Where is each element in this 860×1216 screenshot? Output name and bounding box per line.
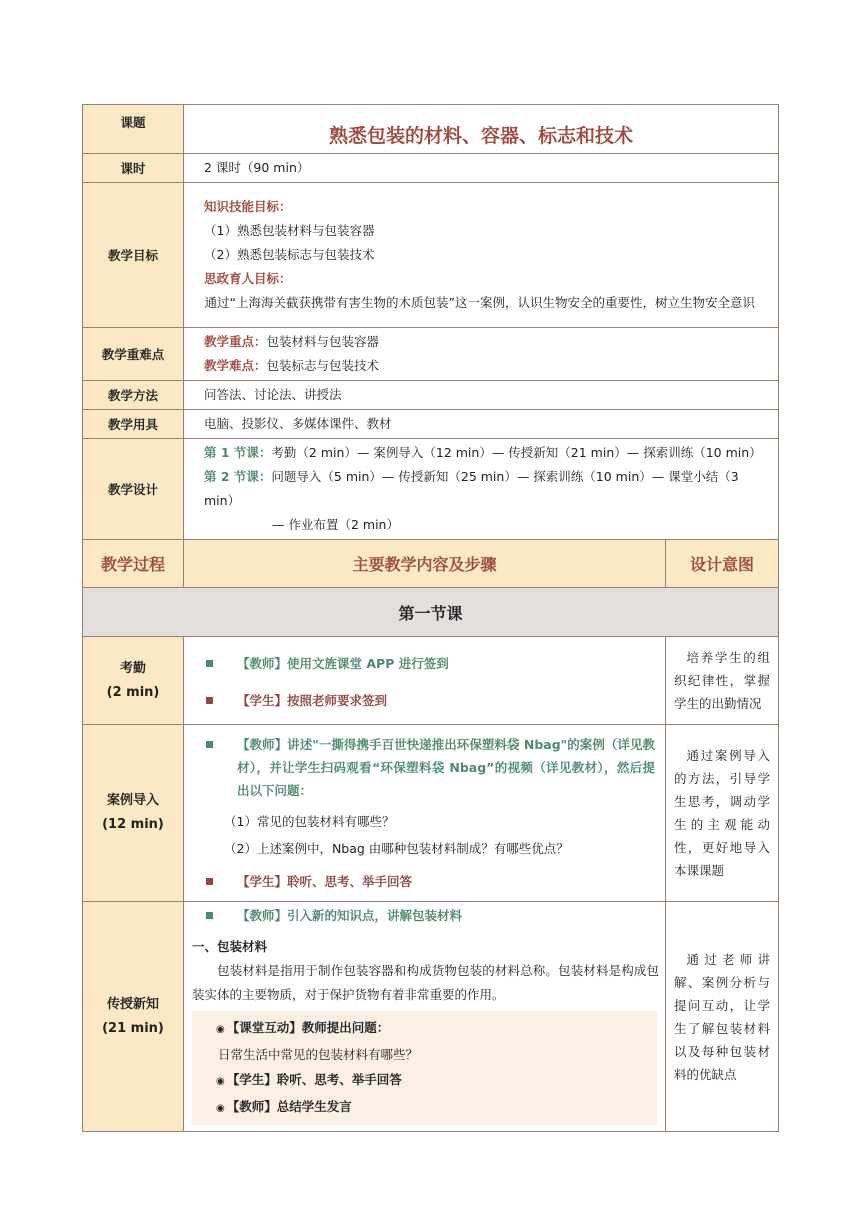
difficult-point-value: 包装标志与包装技术 bbox=[266, 358, 380, 373]
student-step bbox=[184, 870, 665, 893]
design-intent: 通过老师讲解、案例分析与提问互动，让学生了解包装材料以及每种包装材料的优缺点 bbox=[666, 902, 779, 1132]
difficult-point-label: 教学难点： bbox=[204, 358, 267, 373]
stage-label bbox=[83, 902, 184, 1132]
tools-label: 教学用具 bbox=[83, 410, 184, 439]
content-col-header: 主要教学内容及步骤 bbox=[184, 540, 666, 588]
ideology-heading: 思政育人目标： bbox=[204, 271, 292, 286]
stage-name: 考勤 bbox=[119, 660, 146, 676]
circle-bullet-icon: ◉ bbox=[216, 1076, 225, 1087]
student-step-text: 【学生】按照老师要求签到 bbox=[237, 692, 388, 708]
method-row bbox=[83, 381, 779, 410]
design-row bbox=[83, 439, 779, 540]
process-col-header: 教学过程 bbox=[83, 540, 184, 588]
student-step bbox=[184, 689, 665, 712]
design-label: 教学设计 bbox=[83, 439, 184, 540]
teacher-step bbox=[184, 733, 665, 802]
stage-row-attendance bbox=[83, 637, 779, 725]
lesson-plan-table bbox=[82, 104, 779, 1132]
lesson2-label: 第 2 节课： bbox=[204, 469, 272, 484]
stage-label bbox=[83, 637, 184, 725]
stage-content bbox=[184, 725, 666, 902]
goals-label: 教学目标 bbox=[83, 183, 184, 328]
interaction-question: 日常生活中常见的包装材料有哪些？ bbox=[218, 1047, 419, 1062]
tools-row bbox=[83, 410, 779, 439]
key-point-value: 包装材料与包装容器 bbox=[266, 334, 380, 349]
difficulty-content bbox=[184, 328, 779, 381]
difficulty-label: 教学重难点 bbox=[83, 328, 184, 381]
section-row bbox=[83, 588, 779, 637]
interaction-box bbox=[192, 1011, 657, 1125]
lesson2-value-cont: — 作业布置（2 min） bbox=[272, 517, 399, 532]
square-bullet-icon bbox=[206, 660, 213, 667]
lesson2-value: 问题导入（5 min）— 传授新知（25 min）— 探索训练（10 min）— 课堂小结（3 min） bbox=[204, 469, 739, 508]
knowledge-heading: 知识技能目标： bbox=[204, 199, 292, 214]
teacher-step-text: 【教师】讲述"一撕得携手百世快递推出环保塑料袋 Nbag"的案例（详见教材），并让学生扫码观看“环保塑料袋 Nbag”的视频（详见教材），然后提出以下问题： bbox=[237, 737, 655, 798]
teacher-step bbox=[184, 652, 665, 675]
knowledge-item: （2）熟悉包装标志与包装技术 bbox=[204, 247, 375, 262]
stage-content bbox=[184, 637, 666, 725]
teacher-step-text: 【教师】使用文旌课堂 APP 进行签到 bbox=[237, 655, 449, 671]
difficulty-row bbox=[83, 328, 779, 381]
lesson1-value: 考勤（2 min）— 案例导入（12 min）— 传授新知（21 min）— 探索训练（10 min） bbox=[271, 445, 762, 460]
hours-label: 课时 bbox=[83, 154, 184, 183]
design-intent: 培养学生的组织纪律性，掌握学生的出勤情况 bbox=[666, 637, 779, 725]
circle-bullet-icon: ◉ bbox=[216, 1103, 225, 1114]
stage-name: 传授新知 bbox=[106, 996, 159, 1012]
design-content bbox=[184, 439, 779, 540]
interaction-title: ◉ 【课堂互动】教师提出问题： bbox=[216, 1020, 390, 1035]
method-value: 问答法、讨论法、讲授法 bbox=[184, 381, 779, 410]
section-title: 第一节课 bbox=[83, 588, 779, 637]
goals-content bbox=[184, 183, 779, 328]
stage-row-case bbox=[83, 725, 779, 902]
lesson-title: 熟悉包装的材料、容器、标志和技术 bbox=[184, 105, 779, 154]
square-bullet-icon bbox=[206, 878, 213, 885]
stage-time: (21 min) bbox=[102, 1020, 164, 1036]
circle-bullet-icon: ◉ bbox=[216, 1024, 225, 1035]
stage-time: (12 min) bbox=[102, 817, 164, 832]
goals-row bbox=[83, 183, 779, 328]
design-intent: 通过案例导入的方法，引导学生思考，调动学生的主观能动性，更好地导入本课课题 bbox=[666, 725, 779, 902]
lesson-plan-sheet bbox=[82, 104, 778, 1132]
stage-row-new-knowledge bbox=[83, 902, 779, 1132]
section-heading: 一、包装材料 bbox=[192, 939, 268, 954]
intent-col-header: 设计意图 bbox=[666, 540, 779, 588]
student-step-text: 【学生】聆听、思考、举手回答 bbox=[237, 874, 413, 889]
key-point-label: 教学重点： bbox=[204, 334, 267, 349]
topic-row bbox=[83, 105, 779, 154]
stage-name: 案例导入 bbox=[106, 793, 159, 808]
teacher-step bbox=[184, 904, 665, 927]
ideology-text: 通过“上海海关截获携带有害生物的木质包装”这一案例，认识生物安全的重要性，树立生物安全意识 bbox=[204, 295, 755, 310]
stage-content bbox=[184, 902, 666, 1132]
method-label: 教学方法 bbox=[83, 381, 184, 410]
question-item: （2）上述案例中，Nbag 由哪种包装材料制成？有哪些优点？ bbox=[224, 841, 569, 856]
topic-label: 课题 bbox=[83, 105, 184, 154]
tools-value: 电脑、投影仪、多媒体课件、教材 bbox=[184, 410, 779, 439]
question-item: （1）常见的包装材料有哪些？ bbox=[224, 814, 395, 829]
stage-label bbox=[83, 725, 184, 902]
process-header-row bbox=[83, 540, 779, 588]
stage-time: (2 min) bbox=[106, 684, 160, 700]
hours-row bbox=[83, 154, 779, 183]
square-bullet-icon bbox=[206, 741, 213, 748]
interaction-student: ◉ 【学生】聆听、思考、举手回答 bbox=[216, 1072, 402, 1087]
knowledge-item: （1）熟悉包装材料与包装容器 bbox=[204, 223, 375, 238]
material-paragraph: 包装材料是指用于制作包装容器和构成货物包装的材料总称。包装材料是构成包装实体的主要物质，对于保护货物有着非常重要的作用。 bbox=[192, 963, 659, 1002]
square-bullet-icon bbox=[206, 912, 213, 919]
hours-value: 2 课时（90 min） bbox=[184, 154, 779, 183]
interaction-teacher: ◉ 【教师】总结学生发言 bbox=[216, 1099, 352, 1114]
lesson1-label: 第 1 节课： bbox=[204, 445, 272, 460]
teacher-step-text: 【教师】引入新的知识点，讲解包装材料 bbox=[237, 908, 463, 923]
square-bullet-icon bbox=[206, 697, 213, 704]
